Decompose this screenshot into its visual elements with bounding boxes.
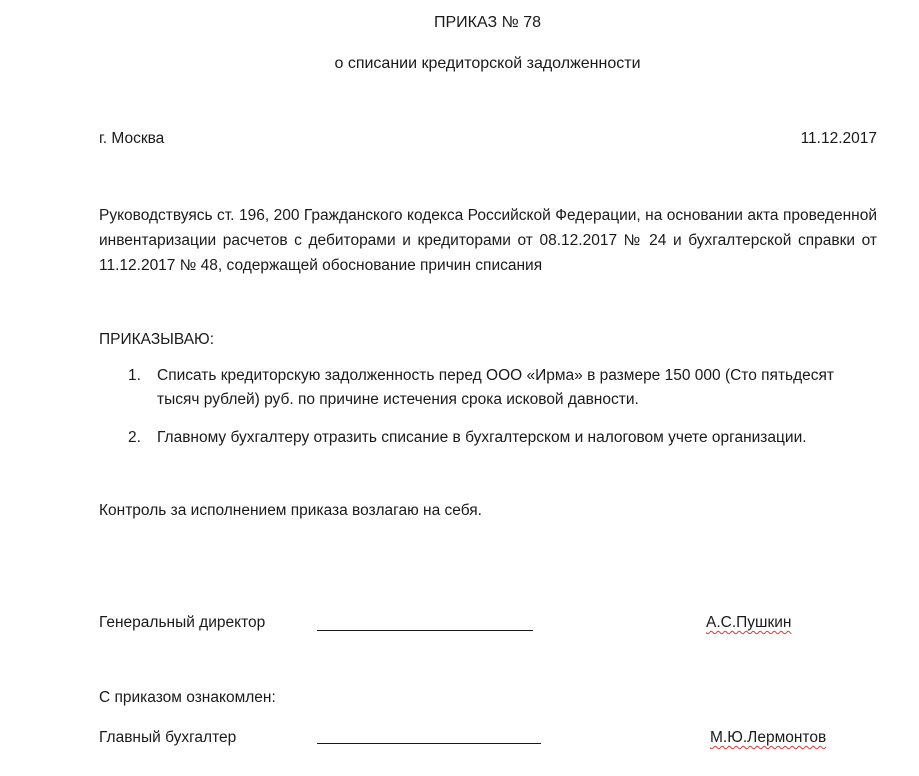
list-item	[128, 426, 868, 452]
city: г. Москва	[99, 130, 165, 147]
list-item-text: Главному бухгалтеру отразить списание в бухгалтерском и налоговом учете организации.	[157, 429, 807, 446]
acknowledgement-label: С приказом ознакомлен:	[99, 689, 276, 706]
director-name: А.С.Пушкин	[706, 614, 792, 631]
director-signature-line	[317, 630, 533, 631]
document-title: ПРИКАЗ № 78	[434, 14, 541, 31]
director-role: Генеральный директор	[99, 614, 266, 631]
accountant-role: Главный бухгалтер	[99, 729, 237, 746]
control-statement: Контроль за исполнением приказа возлагаю на себя.	[99, 502, 482, 519]
accountant-name: М.Ю.Лермонтов	[710, 729, 827, 746]
preamble-paragraph: Руководствуясь ст. 196, 200 Гражданского кодекса Российской Федерации, на основании акта проведенной инвентаризации расчетов с дебиторами и кредиторами от 08.12.2017 № 24 и бухгалтерской справки от 11.12.2017 № 48, содержащей обоснование причин списания	[99, 207, 877, 274]
document-subtitle: о списании кредиторской задолженности	[334, 55, 641, 72]
order-heading: ПРИКАЗЫВАЮ:	[99, 331, 215, 348]
list-item-number: 2.	[128, 429, 141, 446]
accountant-signature-line	[317, 743, 541, 744]
list-item	[128, 364, 868, 414]
document-date: 11.12.2017	[800, 130, 877, 147]
list-item-number: 1.	[128, 367, 141, 384]
list-item-text: Списать кредиторскую задолженность перед ООО «Ирма» в размере 150 000 (Сто пятьдесят тысяч рублей) руб. по причине истечения срока исковой давности.	[157, 367, 835, 408]
